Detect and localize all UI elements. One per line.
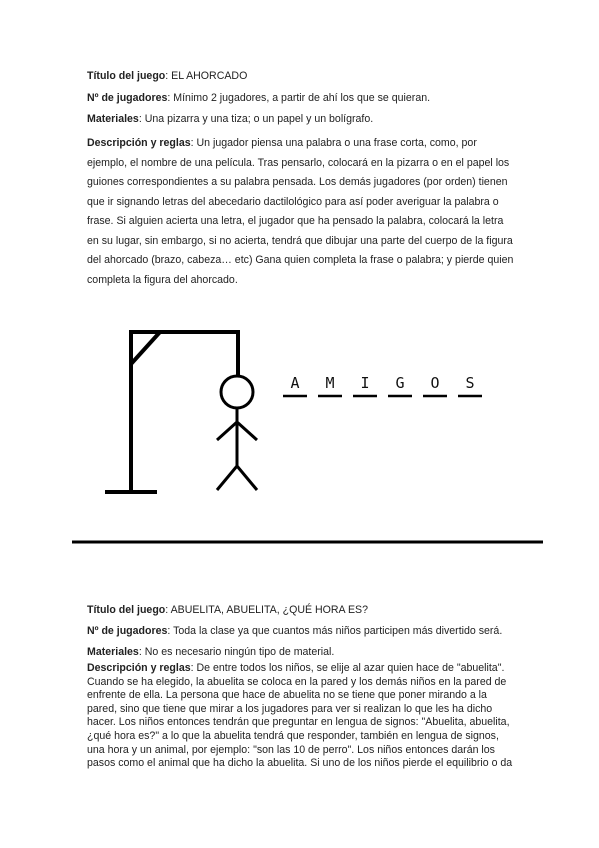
word-letter: I [360,374,370,392]
hangman-left-arm [217,422,237,440]
game2-description-value: : De entre todos los niños, se elije al azar quien hace de "abuelita". Cuando se ha elegido, la abuelita se coloca en la pared y los demás niños en la pared de enfrente de ella. La persona que hace de abuelita no se tiene que poner mirando a la pared, sino que tiene que mirar a los jugadores para ver si realizan lo que les ha dicho hacer. Los niños entonces tendrán que preguntar en lengua de signos: "Abuelita, abuelita, ¿qué hora es?" a lo que la abuelita tendrá que responder, también en lengua de signos, una hora y un animal, por ejemplo: "son las 10 de perro". Los niños entonces darán los pasos como el animal que ha dicho la abuelita. Si uno de los niños pierde el equilibrio o da [87,662,513,770]
word-letter: G [395,374,405,392]
word-letter: S [465,374,475,392]
game2-title-line [87,603,368,618]
word-letter: O [430,374,440,392]
game1-description-label: Descripción y reglas [87,137,191,149]
game2-title-label: Título del juego [87,604,166,616]
hangman-right-arm [237,422,257,440]
hangman-head [221,376,253,408]
game1-title-value: : EL AHORCADO [165,70,248,82]
game1-materials-value: : Una pizarra y una tiza; o un papel y un bolígrafo. [138,113,374,125]
game2-materials-label: Materiales [87,646,139,658]
game2-players-value: : Toda la clase ya que cuantos más niños participen más divertido será. [167,625,503,637]
game2-players-label: Nº de jugadores [87,625,168,637]
hangman-left-leg [217,466,237,490]
game1-materials-label: Materiales [87,113,139,125]
game2-description [87,662,515,771]
game2-title-value: : ABUELITA, ABUELITA, ¿QUÉ HORA ES? [165,604,368,616]
gallows-brace [131,332,160,364]
game2-materials-line [87,645,334,660]
game1-description-value: : Un jugador piensa una palabra o una frase corta, como, por ejemplo, el nombre de una película. Tras pensarlo, colocará en la pizarra o en el papel los guiones correspondientes a su palabra pensada. Los demás jugadores (por orden) tienen que ir signando letras del abecedario dactilológico para así poder averiguar la palabra o frase. Si alguien acierta una letra, el jugador que ha pensado la palabra, colocará la letra en su lugar, sin embargo, si no acierta, tendrá que dibujar una parte del cuerpo de la figura del ahorcado (brazo, cabeza… etc) Gana quien completa la frase o palabra; y pierde quien completa la figura del ahorcado. [87,137,514,286]
game1-players-value: : Mínimo 2 jugadores, a partir de ahí los que se quieran. [167,92,431,104]
game2-players-line [87,624,502,639]
word-letter: M [325,374,335,392]
game1-title-label: Título del juego [87,70,166,82]
word-letter: A [290,374,300,392]
game1-players-label: Nº de jugadores [87,92,168,104]
game2-materials-value: : No es necesario ningún tipo de material. [138,646,335,658]
hangman-right-leg [237,466,257,490]
game2-description-label: Descripción y reglas [87,662,191,674]
